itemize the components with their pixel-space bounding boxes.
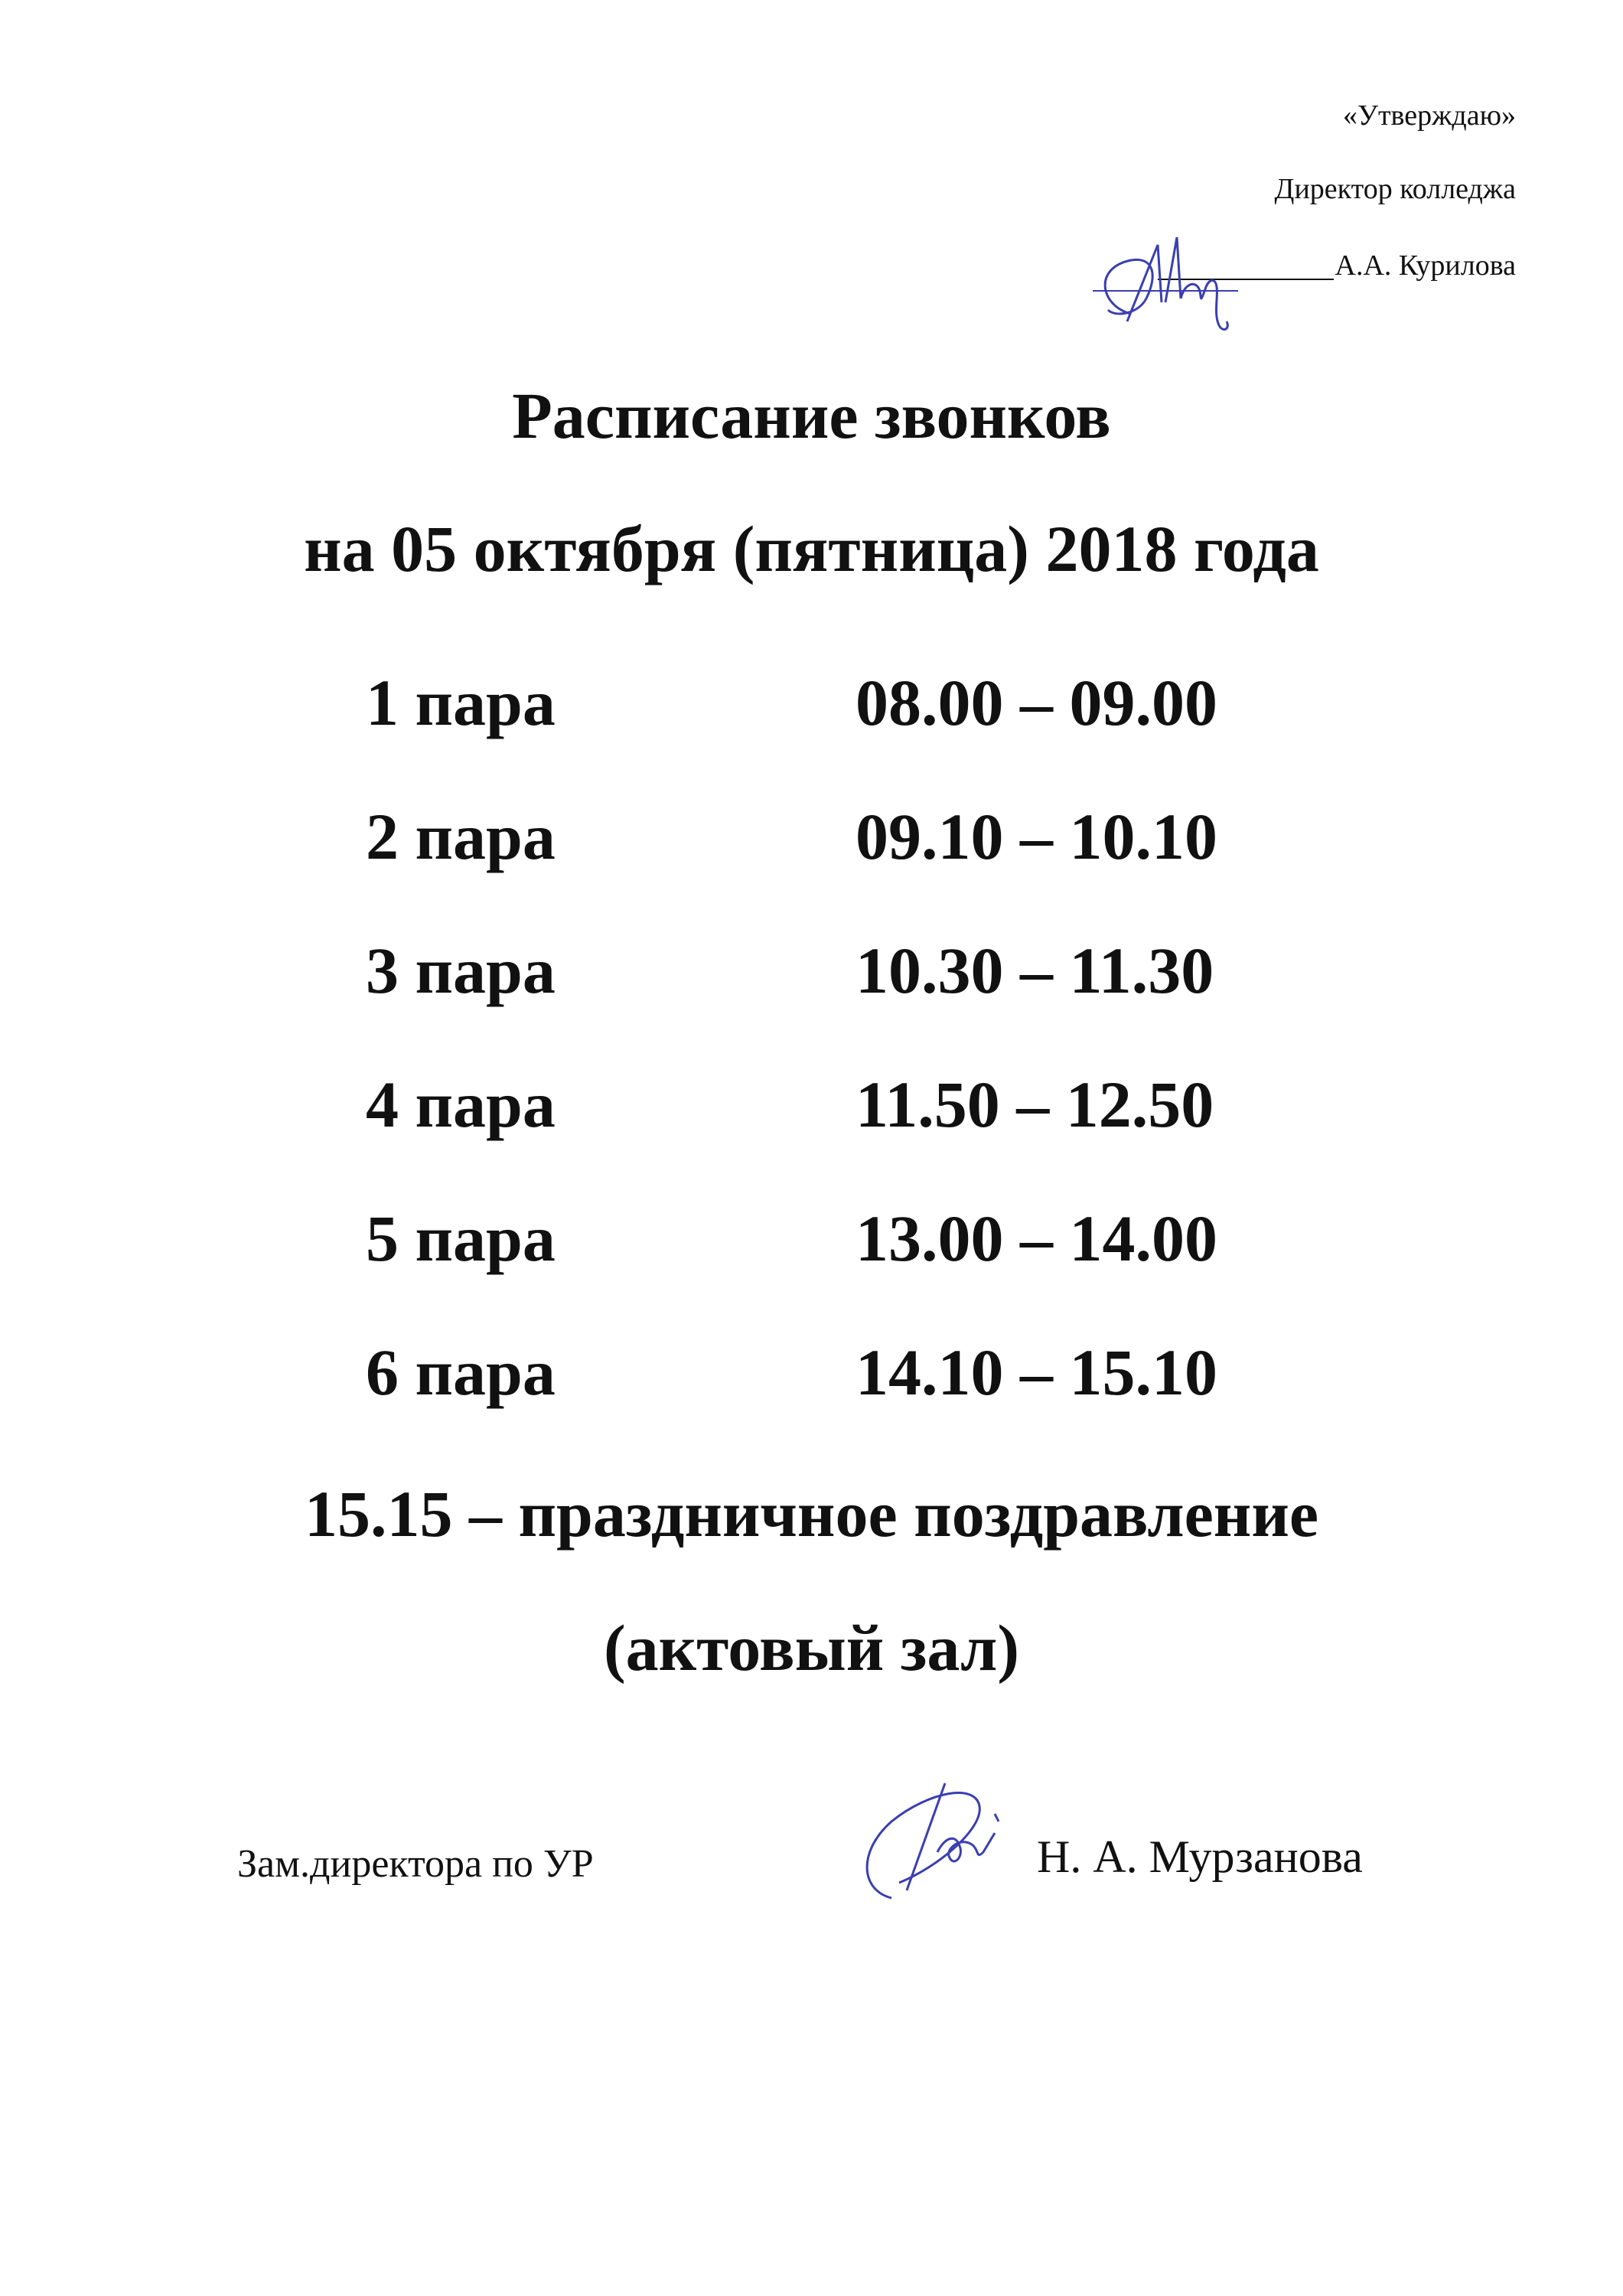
pair-time: 11.50 – 12.50 (855, 1068, 1214, 1141)
footer-position: Зам.директора по УР (237, 1842, 594, 1886)
pair-label: 2 пара (366, 800, 556, 873)
approval-position: Директор колледжа (1274, 173, 1516, 205)
schedule-row (0, 1202, 1623, 1275)
pair-time: 09.10 – 10.10 (855, 800, 1217, 873)
schedule-row (0, 1336, 1623, 1409)
event-location: (актовый зал) (603, 1611, 1019, 1684)
approval-name: А.А. Курилова (1335, 249, 1516, 282)
pair-time: 10.30 – 11.30 (855, 934, 1214, 1007)
schedule-row (0, 934, 1623, 1007)
schedule-row (0, 666, 1623, 739)
pair-time: 13.00 – 14.00 (855, 1202, 1217, 1275)
approval-heading: «Утверждаю» (1343, 99, 1516, 132)
event-note: 15.15 – праздничное поздравление (304, 1477, 1319, 1551)
pair-time: 08.00 – 09.00 (855, 666, 1217, 739)
pair-label: 5 пара (366, 1202, 556, 1275)
schedule-row (0, 800, 1623, 873)
pair-label: 3 пара (366, 934, 556, 1007)
pair-label: 1 пара (366, 666, 556, 739)
pair-label: 6 пара (366, 1336, 556, 1409)
pair-time: 14.10 – 15.10 (855, 1336, 1217, 1409)
page-subtitle: на 05 октября (пятница) 2018 года (304, 512, 1319, 585)
page-title: Расписание звонков (512, 379, 1111, 452)
pair-label: 4 пара (366, 1068, 556, 1141)
director-signature-icon (1085, 214, 1246, 352)
deputy-signature-icon (846, 1760, 1029, 1913)
schedule-row (0, 1068, 1623, 1141)
footer-name: Н. А. Мурзанова (1037, 1831, 1363, 1882)
